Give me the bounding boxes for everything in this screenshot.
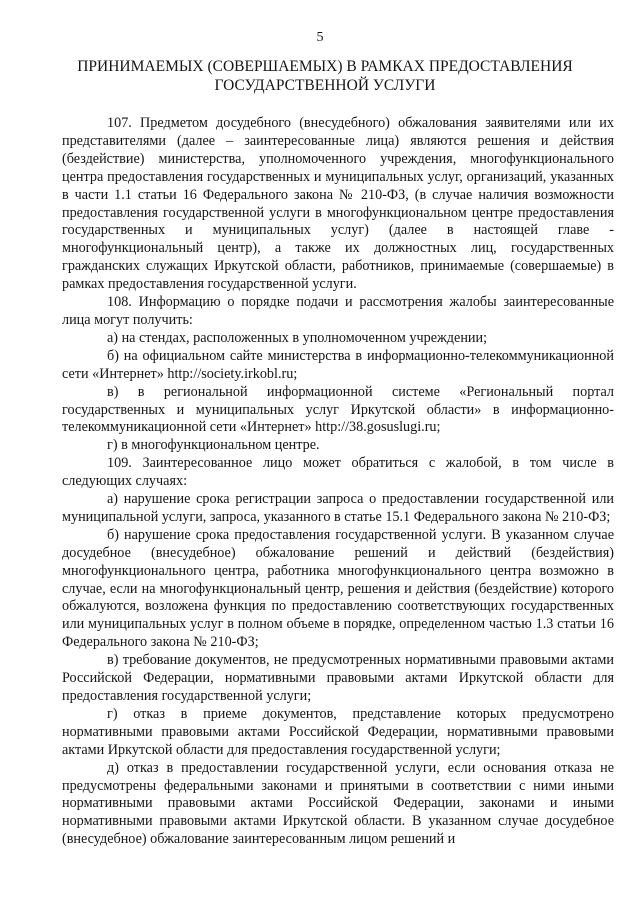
section-title-line-1: ПРИНИМАЕМЫХ (СОВЕРШАЕМЫХ) В РАМКАХ ПРЕДОСТАВЛЕНИЯ xyxy=(77,58,573,75)
document-body xyxy=(62,115,614,849)
section-title-line-2: ГОСУДАРСТВЕННОЙ УСЛУГИ xyxy=(214,77,436,94)
page-number: 5 xyxy=(316,30,324,45)
list-item-109-v: в) требование документов, не предусмотренных нормативными правовыми актами Российской Федерации, нормативными правовыми актами Иркутской области для предоставления государственной услуги; xyxy=(62,652,614,704)
section-title xyxy=(60,57,590,95)
list-item-108-b: б) на официальном сайте министерства в информационно-телекоммуникационной сети «Интернет» http://society.irkobl.ru; xyxy=(62,347,614,382)
paragraph-109: 109. Заинтересованное лицо может обратиться с жалобой, в том числе в следующих случаях: xyxy=(62,455,614,490)
list-item-109-b: б) нарушение срока предоставления государственной услуги. В указанном случае досудебное (внесудебное) обжалование решений и действий (бездействия) многофункционального центра, работника многофункционального центра возможно в случае, если на многофункциональный центр, решения и действия (бездействие) которого обжалуются, возложена функция по предоставлению соответствующих государственных или муниципальных услуг в полном объеме в порядке, определенном частью 1.3 статьи 16 Федерального закона № 210-ФЗ; xyxy=(62,526,614,651)
list-item-109-d: д) отказ в предоставлении государственной услуги, если основания отказа не предусмотрены федеральными законами и принятыми в соответствии с ними иными нормативными правовыми актами Российской Федерации, законами и иными нормативными правовыми актами Иркутской области. В указанном случае досудебное (внесудебное) обжалование заинтересованным лицом решений и xyxy=(62,759,614,848)
list-item-109-a: а) нарушение срока регистрации запроса о предоставлении государственной или муниципальной услуги, запроса, указанного в статье 15.1 Федерального закона № 210-ФЗ; xyxy=(62,491,614,525)
paragraph-107: 107. Предметом досудебного (внесудебного) обжалования заявителями или их представителями (далее – заинтересованные лица) являются решения и действия (бездействие) министерства, уполномоченного учреждения, многофункционального центра предоставления государственных и муниципальных услуг, организаций, указанных в части 1.1 статьи 16 Федерального закона № 210-ФЗ, (в случае наличия возможности предоставления государственной услуги в многофункциональном центре предоставления государственных и муниципальных услуг) (далее в настоящей главе - многофункциональный центр), а также их должностных лиц, государственных гражданских служащих Иркутской области, работников, принимаемые (совершаемые) в рамках предоставления государственной услуги. xyxy=(62,115,614,293)
list-item-108-g: г) в многофункциональном центре. xyxy=(107,437,320,454)
list-item-109-g: г) отказ в приеме документов, представление которых предусмотрено нормативными правовыми актами Российской Федерации, нормативными правовыми актами Иркутской области для предоставления государственной услуги; xyxy=(62,705,614,758)
list-item-108-v: в) в региональной информационной системе «Региональный портал государственных и муниципальных услуг Иркутской области» в информационно-телекоммуникационной сети «Интернет» http://38.gosuslugi.ru; xyxy=(62,383,614,436)
list-item-108-a: а) на стендах, расположенных в уполномоченном учреждении; xyxy=(107,329,488,346)
paragraph-108: 108. Информацию о порядке подачи и рассмотрения жалобы заинтересованные лица могут получить: xyxy=(62,294,614,328)
